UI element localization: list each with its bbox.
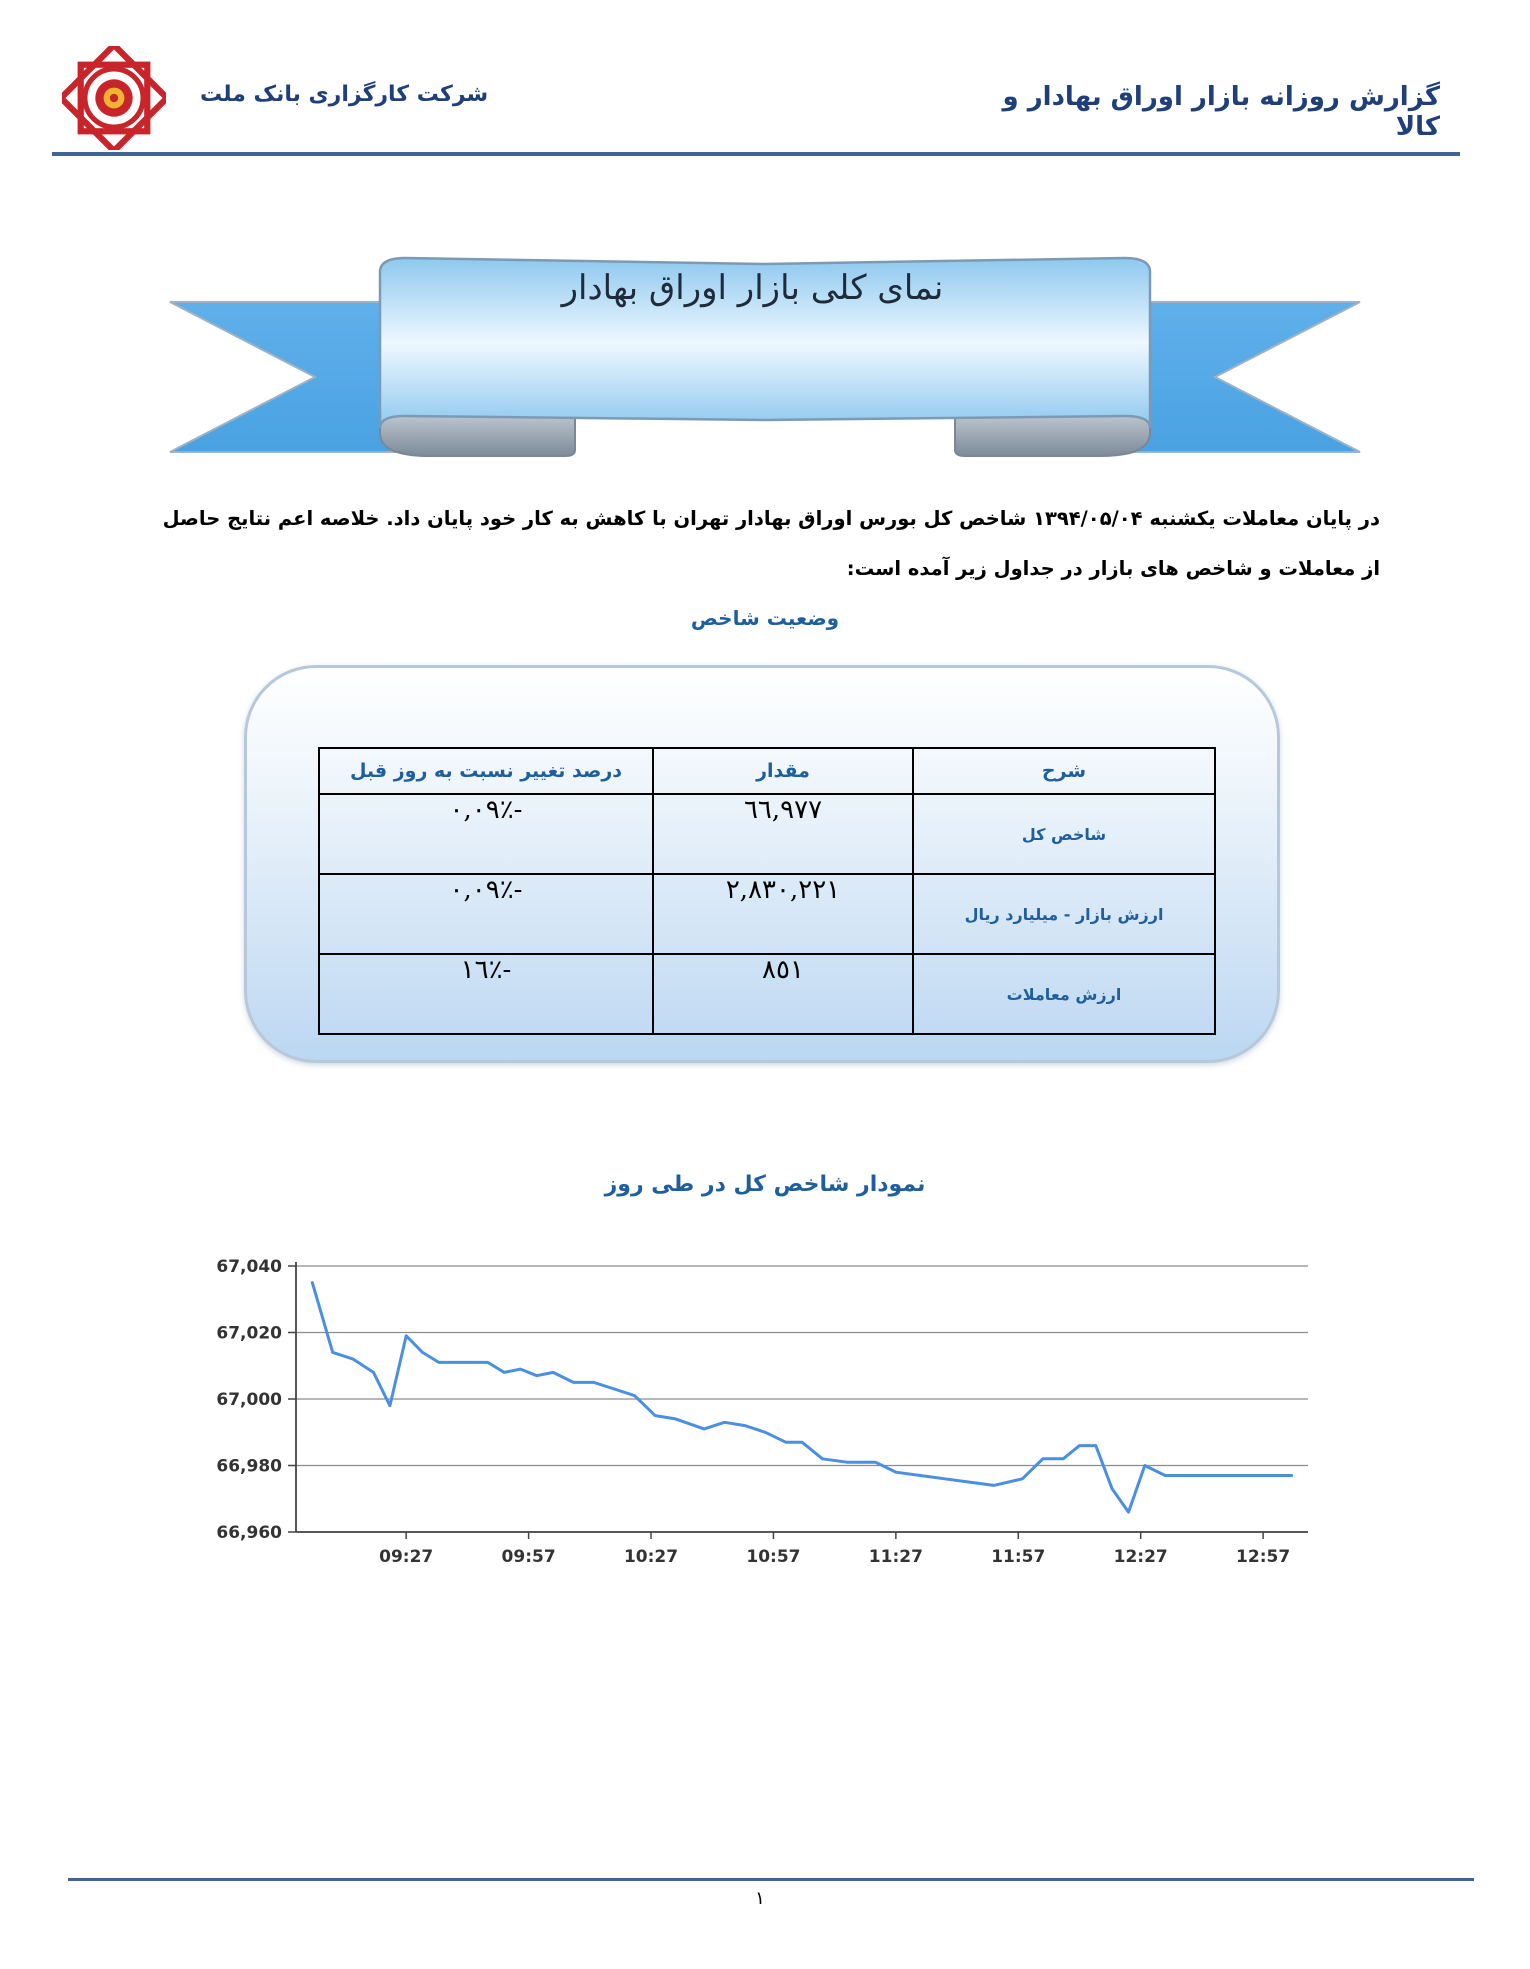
x-tick-label: 09:27 — [379, 1547, 434, 1567]
row-value: ٨٥١ — [653, 954, 913, 1034]
row-desc: شاخص کل — [913, 794, 1215, 874]
table-row — [319, 954, 1215, 1034]
row-desc: ارزش بازار - میلیارد ریال — [913, 874, 1215, 954]
page-number: ١ — [755, 1888, 765, 1909]
row-value: ٦٦,٩٧٧ — [653, 794, 913, 874]
company-logo — [62, 46, 166, 150]
y-tick-label: 66,980 — [216, 1456, 282, 1477]
header-divider — [52, 152, 1460, 156]
row-change: -٪٠,٠٩ — [319, 874, 653, 954]
ribbon-title: نمای کلی بازار اوراق بهادار — [561, 268, 944, 308]
x-tick-label: 12:57 — [1236, 1547, 1291, 1567]
header-value: مقدار — [653, 748, 913, 794]
row-desc: ارزش معاملات — [913, 954, 1215, 1034]
table-header-row — [319, 748, 1215, 794]
x-tick-label: 11:27 — [868, 1547, 923, 1567]
x-tick-label: 11:57 — [991, 1547, 1046, 1567]
header-desc: شرح — [913, 748, 1215, 794]
header-change: درصد تغییر نسبت به روز قبل — [319, 748, 653, 794]
table-row — [319, 874, 1215, 954]
y-tick-label: 67,020 — [216, 1323, 282, 1344]
footer-divider — [68, 1878, 1474, 1881]
row-change: -٪١٦ — [319, 954, 653, 1034]
x-tick-label: 12:27 — [1113, 1547, 1168, 1567]
x-tick-label: 10:57 — [746, 1547, 801, 1567]
chart-title: نمودار شاخص کل در طی روز — [604, 1172, 926, 1197]
index-status-title: وضعیت شاخص — [690, 606, 840, 630]
intro-paragraph: در پایان معاملات یکشنبه ۱۳۹۴/۰۵/۰۴ شاخص کل بورس اوراق بهادار تهران با کاهش به کار خود پایان داد. خلاصه اعم نتایج حاصل از معاملات و شاخص های بازار در جداول زیر آمده است: — [162, 507, 1380, 580]
company-name: شرکت کارگزاری بانک ملت — [200, 82, 489, 107]
index-series-line — [312, 1283, 1291, 1513]
index-table — [318, 747, 1216, 1035]
row-change: -٪٠,٠٩ — [319, 794, 653, 874]
y-tick-label: 66,960 — [216, 1523, 282, 1543]
intraday-index-chart — [190, 1240, 1320, 1590]
x-tick-label: 09:57 — [501, 1547, 556, 1567]
y-tick-label: 67,040 — [216, 1257, 282, 1277]
row-value: ٢,٨٣٠,٢٢١ — [653, 874, 913, 954]
table-row — [319, 794, 1215, 874]
x-tick-label: 10:27 — [623, 1547, 679, 1567]
report-title: گزارش روزانه بازار اوراق بهادار و کالا — [1002, 82, 1440, 142]
y-tick-label: 67,000 — [216, 1390, 282, 1410]
